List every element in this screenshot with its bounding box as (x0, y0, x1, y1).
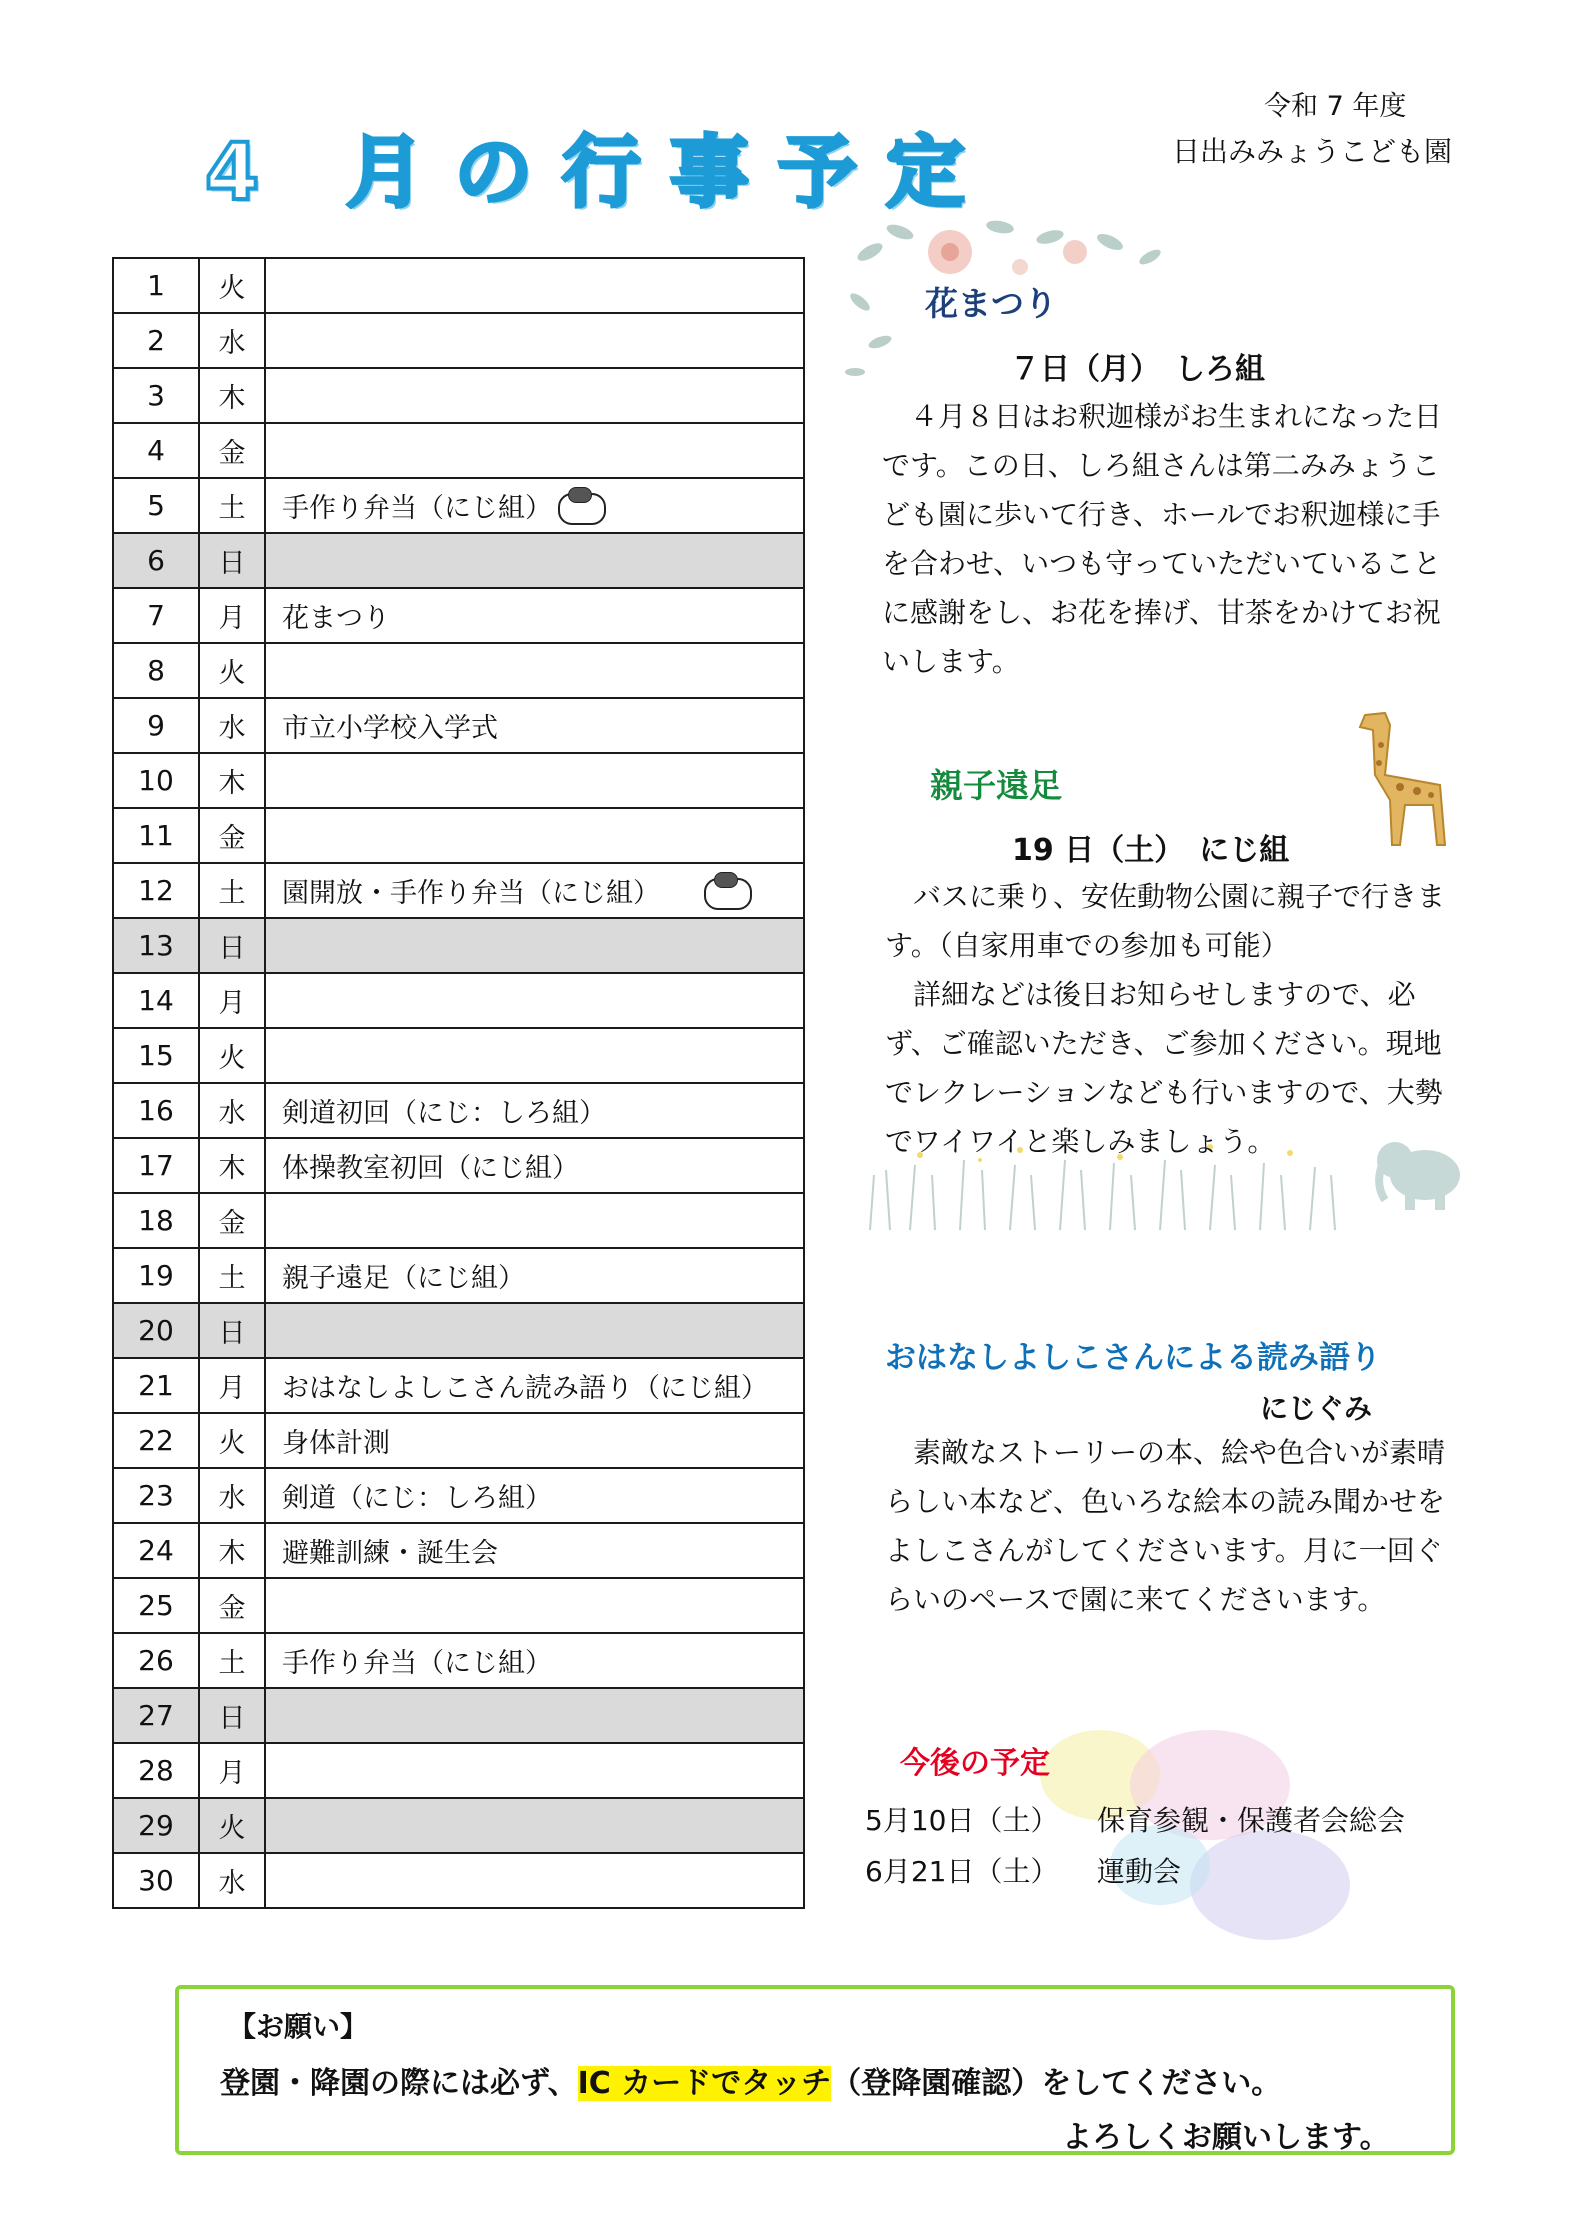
calendar-row (113, 1578, 804, 1633)
calendar-event (265, 1413, 804, 1468)
calendar-row (113, 1138, 804, 1193)
calendar-event (265, 698, 804, 753)
calendar-weekday: 火 (199, 258, 265, 313)
calendar-event-text: おはなしよしこさん読み語り（にじ組） (282, 1373, 768, 1404)
calendar-weekday: 月 (199, 1358, 265, 1413)
oyako-date: 19 日（土） にじ組 (1012, 833, 1290, 868)
calendar-day: 2 (113, 313, 199, 368)
calendar-day: 11 (113, 808, 199, 863)
calendar-day: 13 (113, 918, 199, 973)
calendar-row (113, 863, 804, 918)
calendar-day: 9 (113, 698, 199, 753)
calendar-day: 25 (113, 1578, 199, 1633)
calendar-event (265, 533, 804, 588)
calendar-event (265, 1853, 804, 1908)
calendar-day: 1 (113, 258, 199, 313)
calendar-row (113, 1853, 804, 1908)
calendar-day: 26 (113, 1633, 199, 1688)
calendar-weekday: 金 (199, 1193, 265, 1248)
calendar-event (265, 643, 804, 698)
calendar-row (113, 1083, 804, 1138)
page-title: 4 月の行事予定 (205, 128, 995, 218)
calendar-event-text: 避難訓練・誕生会 (282, 1538, 498, 1569)
hanamatsuri-title: 花まつり (925, 284, 1057, 323)
calendar-day: 3 (113, 368, 199, 423)
calendar-row (113, 313, 804, 368)
calendar-weekday: 土 (199, 1633, 265, 1688)
calendar-body (113, 258, 804, 1908)
calendar-weekday: 木 (199, 1523, 265, 1578)
calendar-row (113, 533, 804, 588)
calendar-weekday: 水 (199, 1083, 265, 1138)
calendar-weekday: 土 (199, 478, 265, 533)
future-item (865, 1846, 1405, 1897)
calendar-event-text: 剣道初回（にじ：しろ組） (282, 1098, 606, 1129)
calendar-day: 14 (113, 973, 199, 1028)
bento-icon (558, 493, 606, 525)
calendar-day: 18 (113, 1193, 199, 1248)
calendar-day: 24 (113, 1523, 199, 1578)
calendar-row (113, 698, 804, 753)
calendar-weekday: 火 (199, 643, 265, 698)
calendar-weekday: 月 (199, 1743, 265, 1798)
calendar-event (265, 1743, 804, 1798)
calendar-event (265, 258, 804, 313)
school-name: 日出みみょうこども園 (1172, 135, 1453, 168)
calendar-row (113, 1358, 804, 1413)
calendar-row (113, 1303, 804, 1358)
calendar-event (265, 368, 804, 423)
hanamatsuri-text-body: ４月８日はお釈迦様がお生まれになった日です。この日、しろ組さんは第二みみょうこども園に歩いて行き、ホールでお釈迦様に手を合わせ、いつも守っていただいていることに感謝をし、お花を捧げ、甘茶をかけてお祝いします。 (882, 400, 1443, 678)
calendar-row (113, 1028, 804, 1083)
calendar-weekday: 火 (199, 1028, 265, 1083)
calendar-event (265, 973, 804, 1028)
calendar-weekday: 金 (199, 808, 265, 863)
event-calendar (112, 257, 805, 1909)
future-item-date: 6月21日（土） (865, 1855, 1059, 1888)
request-line (220, 2058, 1281, 2102)
calendar-day: 15 (113, 1028, 199, 1083)
calendar-row (113, 753, 804, 808)
calendar-weekday: 水 (199, 698, 265, 753)
ohanashi-subtitle: にじぐみ (1260, 1392, 1373, 1425)
future-title: 今後の予定 (900, 1746, 1050, 1781)
calendar-weekday: 水 (199, 313, 265, 368)
calendar-weekday: 木 (199, 368, 265, 423)
calendar-day: 19 (113, 1248, 199, 1303)
calendar-row (113, 478, 804, 533)
calendar-row (113, 1248, 804, 1303)
calendar-weekday: 日 (199, 1303, 265, 1358)
calendar-event-text: 手作り弁当（にじ組） (282, 1648, 552, 1679)
calendar-day: 28 (113, 1743, 199, 1798)
calendar-day: 5 (113, 478, 199, 533)
calendar-weekday: 土 (199, 1248, 265, 1303)
calendar-row (113, 808, 804, 863)
hanamatsuri-text (882, 392, 1447, 686)
calendar-event-text: 花まつり (282, 603, 390, 634)
calendar-event (265, 1028, 804, 1083)
calendar-row (113, 643, 804, 698)
calendar-event-text: 親子遠足（にじ組） (282, 1263, 525, 1294)
future-list (865, 1795, 1405, 1897)
calendar-weekday: 火 (199, 1798, 265, 1853)
calendar-row (113, 368, 804, 423)
calendar-event (265, 478, 804, 533)
future-item (865, 1795, 1405, 1846)
calendar-day: 4 (113, 423, 199, 478)
calendar-row (113, 1633, 804, 1688)
calendar-event (265, 808, 804, 863)
calendar-event-text: 園開放・手作り弁当（にじ組） (282, 877, 660, 909)
calendar-weekday: 水 (199, 1853, 265, 1908)
calendar-row (113, 1798, 804, 1853)
calendar-event (265, 1798, 804, 1853)
calendar-event (265, 1303, 804, 1358)
calendar-row (113, 1193, 804, 1248)
calendar-event (265, 1083, 804, 1138)
calendar-day: 10 (113, 753, 199, 808)
calendar-event (265, 753, 804, 808)
calendar-weekday: 日 (199, 918, 265, 973)
ohanashi-text-body: 素敵なストーリーの本、絵や色合いが素晴らしい本など、色いろな絵本の読み聞かせをよしこさんがしてくださいます。月に一回ぐらいのペースで園に来てくださいます。 (885, 1436, 1446, 1616)
calendar-event-text: 手作り弁当（にじ組） (282, 492, 552, 524)
request-closing: よろしくお願いします。 (1062, 2120, 1390, 2155)
calendar-event (265, 1138, 804, 1193)
calendar-event-text: 身体計測 (282, 1428, 390, 1459)
ohanashi-text (885, 1428, 1455, 1624)
calendar-row (113, 1743, 804, 1798)
calendar-weekday: 月 (199, 588, 265, 643)
calendar-weekday: 火 (199, 1413, 265, 1468)
calendar-event-text: 剣道（にじ：しろ組） (282, 1483, 552, 1514)
calendar-event (265, 1193, 804, 1248)
oyako-title: 親子遠足 (930, 766, 1062, 805)
hanamatsuri-date: ７日（月） しろ組 (1010, 352, 1265, 387)
calendar-day: 12 (113, 863, 199, 918)
calendar-weekday: 日 (199, 533, 265, 588)
oyako-text-2: 詳細などは後日お知らせしますので、必ず、ご確認いただき、ご参加ください。現地でレクレーションなども行いますので、大勢でワイワイと楽しみましょう。 (885, 978, 1443, 1158)
calendar-day: 21 (113, 1358, 199, 1413)
calendar-row (113, 1413, 804, 1468)
giraffe-icon (1345, 705, 1485, 855)
calendar-row (113, 1468, 804, 1523)
calendar-row (113, 1688, 804, 1743)
calendar-event (265, 1578, 804, 1633)
calendar-day: 7 (113, 588, 199, 643)
calendar-day: 29 (113, 1798, 199, 1853)
oyako-text-1: バスに乗り、安佐動物公園に親子で行きます。（自家用車での参加も可能） (885, 880, 1446, 962)
calendar-day: 8 (113, 643, 199, 698)
calendar-event (265, 1358, 804, 1413)
calendar-event (265, 1248, 804, 1303)
bento-icon (704, 878, 752, 910)
request-line-before: 登園・降園の際には必ず、 (220, 2066, 578, 2101)
calendar-row (113, 588, 804, 643)
fiscal-year: 令和 7 年度 (1264, 91, 1407, 122)
ohanashi-title: おはなしよしこさんによる読み語り (885, 1340, 1381, 1376)
calendar-event (265, 313, 804, 368)
calendar-day: 22 (113, 1413, 199, 1468)
calendar-weekday: 金 (199, 1578, 265, 1633)
calendar-event (265, 1468, 804, 1523)
calendar-row (113, 973, 804, 1028)
calendar-day: 17 (113, 1138, 199, 1193)
calendar-day: 20 (113, 1303, 199, 1358)
calendar-event-text: 体操教室初回（にじ組） (282, 1153, 579, 1184)
calendar-weekday: 日 (199, 1688, 265, 1743)
calendar-row (113, 258, 804, 313)
calendar-weekday: 水 (199, 1468, 265, 1523)
calendar-day: 16 (113, 1083, 199, 1138)
request-highlight: IC カードでタッチ (577, 2066, 832, 2101)
future-item-event: 保育参観・保護者会総会 (1097, 1804, 1406, 1837)
request-line-after: （登降園確認）をしてください。 (831, 2066, 1282, 2101)
calendar-day: 6 (113, 533, 199, 588)
calendar-event (265, 423, 804, 478)
calendar-weekday: 土 (199, 863, 265, 918)
calendar-weekday: 木 (199, 753, 265, 808)
calendar-weekday: 月 (199, 973, 265, 1028)
calendar-day: 27 (113, 1688, 199, 1743)
calendar-event (265, 918, 804, 973)
calendar-weekday: 金 (199, 423, 265, 478)
calendar-event (265, 863, 804, 918)
calendar-row (113, 1523, 804, 1578)
calendar-row (113, 423, 804, 478)
request-title: 【お願い】 (228, 2010, 369, 2043)
calendar-event (265, 1688, 804, 1743)
calendar-event (265, 1523, 804, 1578)
future-item-event: 運動会 (1097, 1855, 1182, 1888)
calendar-event (265, 588, 804, 643)
future-item-date: 5月10日（土） (865, 1804, 1059, 1837)
oyako-text (885, 872, 1450, 1166)
calendar-weekday: 木 (199, 1138, 265, 1193)
calendar-event (265, 1633, 804, 1688)
calendar-day: 30 (113, 1853, 199, 1908)
calendar-day: 23 (113, 1468, 199, 1523)
calendar-event-text: 市立小学校入学式 (282, 713, 498, 744)
calendar-row (113, 918, 804, 973)
